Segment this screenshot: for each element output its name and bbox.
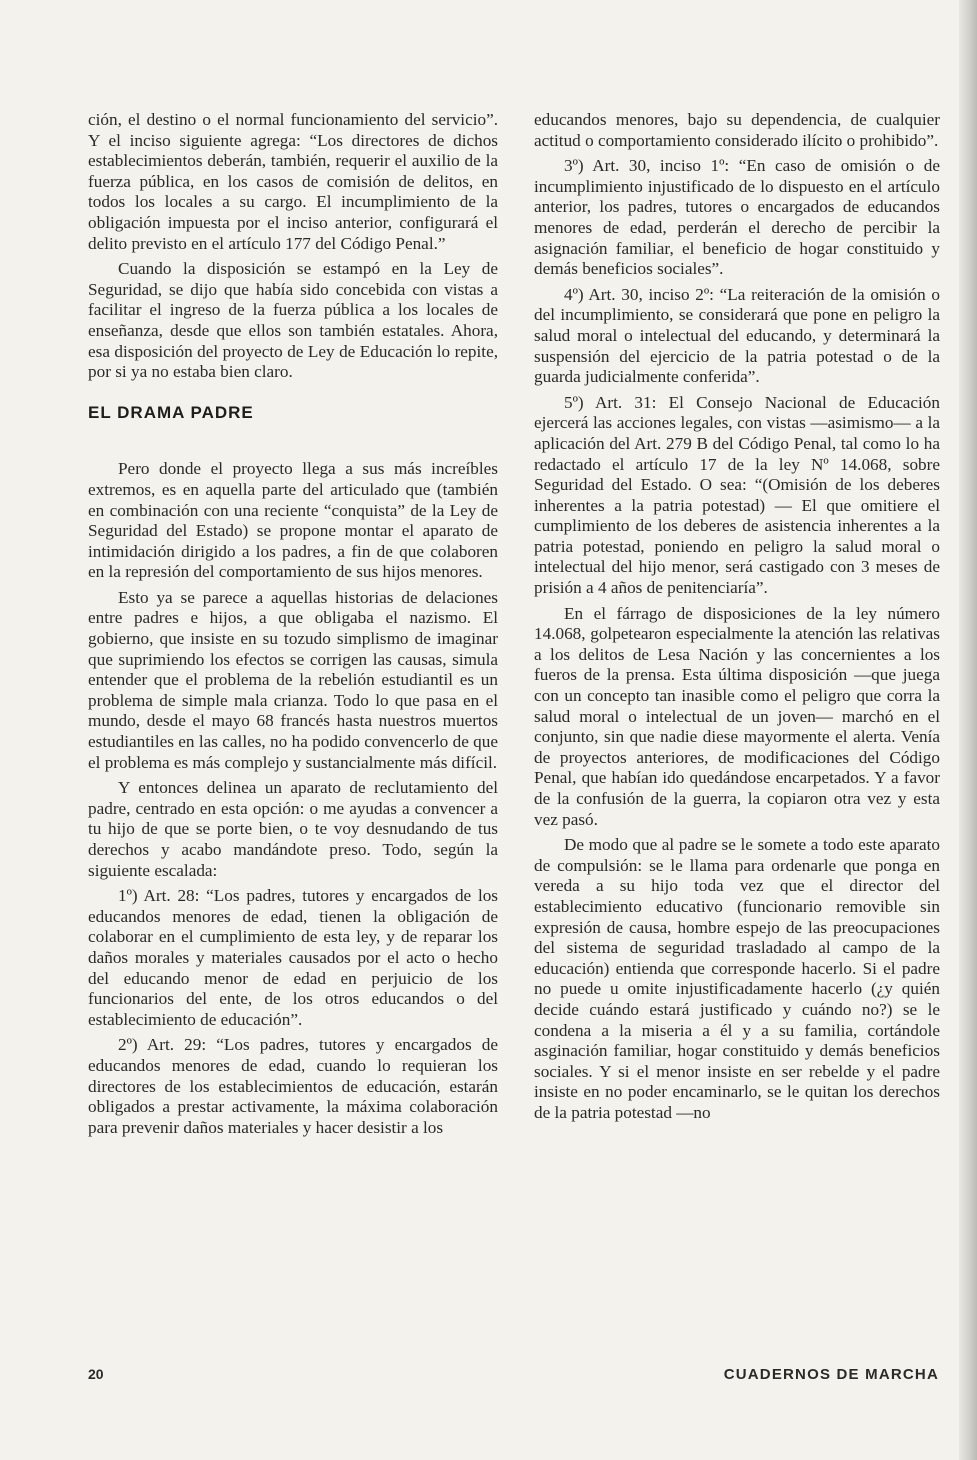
paragraph: Y entonces delinea un aparato de reclutamiento del padre, centrado en esta opción: o me ayudas a convencer a tu hijo de que se porte bien, o te voy desnudando de tus derechos y acabo mandándote preso. Todo, según la siguiente escalada: [88, 778, 498, 880]
paragraph: 5º) Art. 31: El Consejo Nacional de Educación ejercerá las acciones legales, con vistas —asimismo— a la aplicación del Art. 279 B del Código Penal, tal como lo ha redactado el artículo 17 de la ley Nº 14.068, sobre Seguridad del Estado. O sea: “(Omisión de los deberes inherentes a la patria potestad) — El que omitiere el cumplimiento de los deberes de asistencia inherentes a la patria potestad, poniendo en peligro la salud moral o intelectual del hijo menor, será castigado con 3 meses de prisión a 4 años de penitenciaría”. [534, 392, 940, 598]
paragraph: educandos menores, bajo su dependencia, de cualquier actitud o comportamiento considerado ilícito o prohibido”. [534, 110, 940, 150]
paragraph: ción, el destino o el normal funcionamiento del servicio”. Y el inciso siguiente agrega: “Los directores de dichos establecimientos deberán, también, requerir el auxilio de la fuerza pública, en los casos de comisión de delitos, en todos los locales a su cargo. El incumplimiento de la obligación impuesta por el inciso anterior, configurará el delito previsto en el artículo 177 del Código Penal.” [88, 110, 498, 253]
paragraph: 3º) Art. 30, inciso 1º: “En caso de omisión o de incumplimiento injustificado de lo dispuesto en el artículo anterior, los padres, tutores o encargados de educandos menores de edad, perderán el derecho de percibir la asignación familiar, el beneficio de hogar constituido y demás beneficios sociales”. [534, 156, 940, 279]
page-number: 20 [88, 1366, 104, 1382]
paragraph: 2º) Art. 29: “Los padres, tutores y encargados de educandos menores de edad, cuando lo requieran los directores de los establecimientos de educación, estarán obligados a prestar activamente, la máxima colaboración para prevenir daños materiales y hacer desistir a los [88, 1035, 498, 1137]
section-heading: EL DRAMA PADRE [88, 402, 254, 422]
paragraph: Esto ya se parece a aquellas historias de delaciones entre padres e hijos, a que obligaba el nazismo. El gobierno, que insiste en su tozudo simplismo de imaginar que suprimiendo los efectos se corrigen las causas, simula entender que el problema de la rebelión estudiantil es un problema de simple mala crianza. Todo lo que pasa en el mundo, desde el mayo 68 francés hasta nuestros muertos estudiantiles en las calles, no ha podido convencerlo de que el problema es más complejo y sustancialmente más difícil. [88, 587, 498, 772]
left-column [88, 110, 498, 1143]
paragraph: 1º) Art. 28: “Los padres, tutores y encargados de los educandos menores de edad, tienen la obligación de colaborar en el cumplimiento de esta ley, y de reparar los daños morales y materiales causados por el acto o hecho del educando menor de edad en perjuicio de los funcionarios del ente, de los otros educandos o del establecimiento de educación”. [88, 886, 498, 1029]
publication-title: CUADERNOS DE MARCHA [723, 1366, 939, 1383]
paragraph: En el fárrago de disposiciones de la ley número 14.068, golpetearon especialmente la atención las relativas a los delitos de Lesa Nación y las concernientes a los fueros de la prensa. Esta última disposición —que juega con un concepto tan inasible como el peligro que corra la salud moral o intelectual de un joven— marchó en el conjunto, sin que nadie diese mayormente el alerta. Venía de proyectos anteriores, de modificaciones del Código Penal, que habían ido quedándose encarpetados. Y a favor de la confusión de la guerra, la copiaron otra vez y esta vez pasó. [534, 603, 940, 829]
paragraph: De modo que al padre se le somete a todo este aparato de compulsión: se le llama para ordenarle que ponga en vereda a su hijo toda vez que el director del establecimiento educativo (funcionario removible sin expresión de causa, hombre espejo de las preocupaciones del sistema de seguridad trasladado al campo de la educación) entienda que corresponde hacerlo. Si el padre no puede u omite injustificadamente hacerlo (¿y quién decide cuándo estará justificado y cuándo no?) se le condena a la miseria a él y a su familia, cortándole asginación familiar, hogar constituido y demás beneficios sociales. Y si el menor insiste en ser rebelde y el padre insiste en no poder encaminarlo, se le quitan los derechos de la patria potestad —no [534, 835, 940, 1122]
right-column [534, 110, 940, 1129]
paragraph: Cuando la disposición se estampó en la Ley de Seguridad, se dijo que había sido concebida con vistas a facilitar el ingreso de la fuerza pública a los locales de enseñanza, desde que ellos son también estatales. Ahora, esa disposición del proyecto de Ley de Educación lo repite, por si ya no estaba bien claro. [88, 259, 498, 382]
page-edge-shadow [959, 0, 977, 1460]
paragraph: 4º) Art. 30, inciso 2º: “La reiteración de la omisión o del incumplimiento, se considerará que pone en peligro la salud moral o intelectual del educando, y determinará la suspensión del ejercicio de la patria potestad o de la guarda judicialmente conferida”. [534, 284, 940, 387]
paragraph: Pero donde el proyecto llega a sus más increíbles extremos, es en aquella parte del articulado que (también en combinación con una reciente “conquista” de la Ley de Seguridad del Estado) se propone montar el aparato de intimidación dirigido a los padres, a fin de que colaboren en la represión del comportamiento de sus hijos menores. [88, 459, 498, 582]
